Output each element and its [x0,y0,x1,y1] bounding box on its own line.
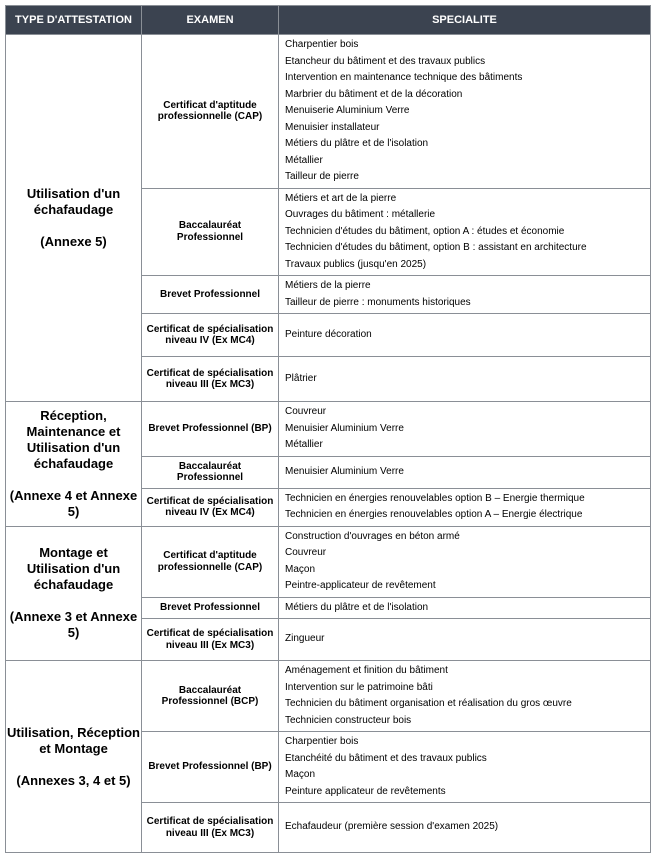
specialite-item: Menuiserie Aluminium Verre [285,105,410,116]
attestation-type-label: Montage et Utilisation d'un échafaudage [26,545,121,593]
specialite-item: Zingueur [285,633,325,645]
attestation-type-label: Utilisation d'un échafaudage [26,186,121,217]
exam-cell: Certificat d'aptitude professionnelle (CAP) [142,526,279,597]
specialite-item: Maçon [285,563,316,575]
specialite-item: Métiers du plâtre et de l'isolation [285,601,429,613]
specialite-item: Métallier [285,439,323,450]
specialite-cell [279,276,651,314]
specialite-item: Technicien en énergies renouvelables option A – Energie électrique [285,509,583,520]
specialite-item: Etancheur du bâtiment et des travaux publics [285,55,486,67]
exam-cell: Certificat de spécialisation niveau III (Ex MC3) [142,619,279,661]
exam-cell: Baccalauréat Professionnel (BCP) [142,661,279,732]
specialite-item: Menuisier installateur [285,121,380,133]
specialite-cell [279,314,651,357]
attestation-type-cell [6,402,142,527]
header-type: TYPE D'ATTESTATION [6,6,142,35]
specialite-item: Métallier [285,154,323,166]
specialite-item: Intervention sur le patrimoine bâti [285,681,433,693]
specialite-cell [279,402,651,457]
specialite-item: Charpentier bois [285,39,359,50]
specialite-item: Technicien constructeur bois [285,714,412,726]
attestation-table [5,5,651,853]
specialite-item: Aménagement et finition du bâtiment [285,665,448,676]
specialite-item: Peinture décoration [285,328,372,340]
exam-cell: Brevet Professionnel [142,597,279,619]
attestation-type-cell [6,526,142,661]
attestation-type-label: Utilisation, Réception et Montage [7,724,140,756]
specialite-item: Métiers de la pierre [285,280,371,291]
specialite-item: Menuisier Aluminium Verre [285,422,404,434]
specialite-item: Peintre-applicateur de revêtement [285,580,436,591]
specialite-item: Couvreur [285,406,327,417]
specialite-cell [279,526,651,597]
specialite-cell [279,188,651,276]
attestation-type-cell [6,35,142,402]
attestation-annex: (Annexe 5) [40,234,107,249]
specialite-cell [279,35,651,189]
exam-cell: Baccalauréat Professionnel [142,188,279,276]
specialite-item: Tailleur de pierre [285,171,359,182]
table-row [6,661,651,732]
specialite-item: Technicien d'études du bâtiment, option A : études et économie [285,225,565,237]
exam-cell: Brevet Professionnel [142,276,279,314]
header-exam: EXAMEN [142,6,279,35]
attestation-annex: (Annexe 4 et Annexe 5) [9,487,138,519]
attestation-type-cell [6,661,142,853]
specialite-cell [279,597,651,619]
attestation-annex: (Annexes 3, 4 et 5) [16,772,131,788]
specialite-item: Etanchéité du bâtiment et des travaux publics [285,752,487,764]
specialite-item: Echafaudeur (première session d'examen 2025) [285,821,499,833]
attestation-annex: (Annexe 3 et Annexe 5) [9,609,138,641]
table-row [6,526,651,597]
specialite-item: Plâtrier [285,372,317,384]
specialite-item: Couvreur [285,547,327,558]
specialite-item: Technicien d'études du bâtiment, option B : assistant en architecture [285,242,587,253]
specialite-item: Ouvrages du bâtiment : métallerie [285,209,436,220]
attestation-type-label: Réception, Maintenance et Utilisation d'un échafaudage [26,407,121,471]
exam-cell: Certificat de spécialisation niveau IV (Ex MC4) [142,488,279,526]
specialite-item: Peinture applicateur de revêtements [285,785,446,797]
specialite-item: Marbrier du bâtiment et de la décoration [285,88,463,100]
specialite-cell [279,357,651,402]
specialite-item: Métiers du plâtre et de l'isolation [285,138,429,149]
exam-cell: Brevet Professionnel (BP) [142,732,279,803]
specialite-item: Menuisier Aluminium Verre [285,465,404,477]
exam-cell: Certificat de spécialisation niveau IV (Ex MC4) [142,314,279,357]
specialite-cell [279,661,651,732]
exam-cell: Baccalauréat Professionnel [142,456,279,488]
table-row [6,35,651,189]
exam-cell: Certificat d'aptitude professionnelle (CAP) [142,35,279,189]
specialite-cell [279,456,651,488]
specialite-cell [279,488,651,526]
specialite-cell [279,619,651,661]
specialite-item: Technicien en énergies renouvelables option B – Energie thermique [285,492,585,504]
header-specialite: SPECIALITE [279,6,651,35]
specialite-item: Construction d'ouvrages en béton armé [285,530,460,542]
specialite-item: Technicien du bâtiment organisation et réalisation du gros œuvre [285,698,572,709]
specialite-item: Intervention en maintenance technique des bâtiments [285,72,523,83]
specialite-item: Maçon [285,769,316,780]
header-row [6,6,651,35]
table-row [6,402,651,457]
specialite-item: Tailleur de pierre : monuments historiques [285,296,471,308]
specialite-cell [279,732,651,803]
exam-cell: Certificat de spécialisation niveau III (Ex MC3) [142,803,279,853]
specialite-item: Charpentier bois [285,736,359,747]
exam-cell: Certificat de spécialisation niveau III (Ex MC3) [142,357,279,402]
exam-cell: Brevet Professionnel (BP) [142,402,279,457]
specialite-item: Travaux publics (jusqu'en 2025) [285,258,427,270]
attestation-table-container [5,5,650,853]
specialite-item: Métiers et art de la pierre [285,192,397,204]
